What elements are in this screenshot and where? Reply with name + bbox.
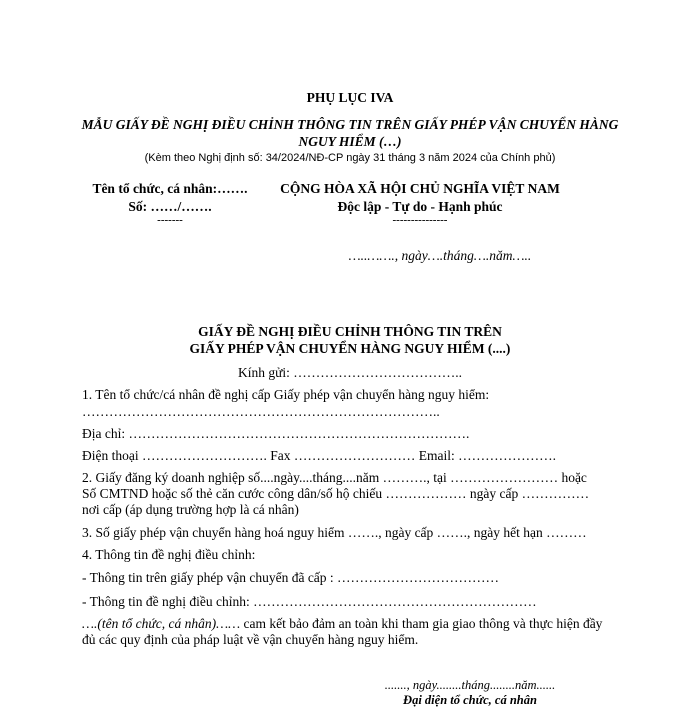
item4-requested-info: - Thông tin đề nghị điều chỉnh: ……………………………………………………… [82,594,537,609]
commitment-text: cam kết bảo đảm an toàn khi tham gia giao thông và thực hiện đầy [240,616,603,631]
org-name-field: Tên tổ chức, cá nhân:……. [92,181,248,196]
appendix-title: PHỤ LỤC IVA [306,90,394,105]
addressee: Kính gửi: ……………………………….. [237,365,463,380]
item1-label: 1. Tên tổ chức/cá nhân đề nghị cấp Giấy phép vận chuyển hàng nguy hiểm: [82,387,490,402]
signature-date: ......., ngày........tháng........năm...... [384,678,556,692]
phone-fax-email-line: Điện thoại ………………………. Fax ……………………… Email: …………………. [82,448,556,463]
signature-representative: Đại diện tổ chức, cá nhân [403,693,537,707]
item3-line: 3. Số giấy phép vận chuyển hàng hoá nguy hiểm ……., ngày cấp ……., ngày hết hạn ……… [82,525,587,540]
left-divider: ------- [157,214,183,226]
right-divider: --------------- [392,214,448,226]
form-title-line1: MẪU GIẤY ĐỀ NGHỊ ĐIỀU CHỈNH THÔNG TIN TRÊN GIẤY PHÉP VẬN CHUYỂN HÀNG [81,117,619,132]
doc-number-field: Số: ……/……. [128,199,212,214]
motto: Độc lập - Tự do - Hạnh phúc [337,199,503,214]
body-title-line1: GIẤY ĐỀ NGHỊ ĐIỀU CHỈNH THÔNG TIN TRÊN [198,324,502,339]
item1-dots: …………………………………………………………………….. [82,404,440,419]
nation-heading: CỘNG HÒA XÃ HỘI CHỦ NGHĨA VIỆT NAM [280,181,560,196]
item2-line3: nơi cấp (áp dụng trường hợp là cá nhân) [82,502,299,517]
item2-line1: 2. Giấy đăng ký doanh nghiệp số....ngày....tháng....năm ………., tại …………………… hoặc [82,470,587,485]
commitment-org-placeholder: ….(tên tổ chức, cá nhân)…… [82,616,241,631]
item2-line2: Số CMTND hoặc số thẻ căn cước công dân/số hộ chiếu ……………… ngày cấp …………… [82,486,590,501]
place-date: …..……., ngày….tháng….năm….. [348,248,532,263]
item4-heading: 4. Thông tin đề nghị điều chỉnh: [82,547,256,562]
form-title-line2: NGUY HIỂM (…) [298,134,402,149]
commitment-line2: đủ các quy định của pháp luật về vận chuyển hàng nguy hiểm. [82,632,419,647]
item4-current-info: - Thông tin trên giấy phép vận chuyển đã cấp : ……………………………… [82,570,500,585]
commitment-line1 [82,616,622,632]
body-title-line2: GIẤY PHÉP VẬN CHUYỂN HÀNG NGUY HIỂM (....) [189,341,511,356]
address-line: Địa chỉ: …………………………………………………………………. [82,426,470,441]
decree-note: (Kèm theo Nghị định số: 34/2024/NĐ-CP ngày 31 tháng 3 năm 2024 của Chính phủ) [144,152,556,164]
